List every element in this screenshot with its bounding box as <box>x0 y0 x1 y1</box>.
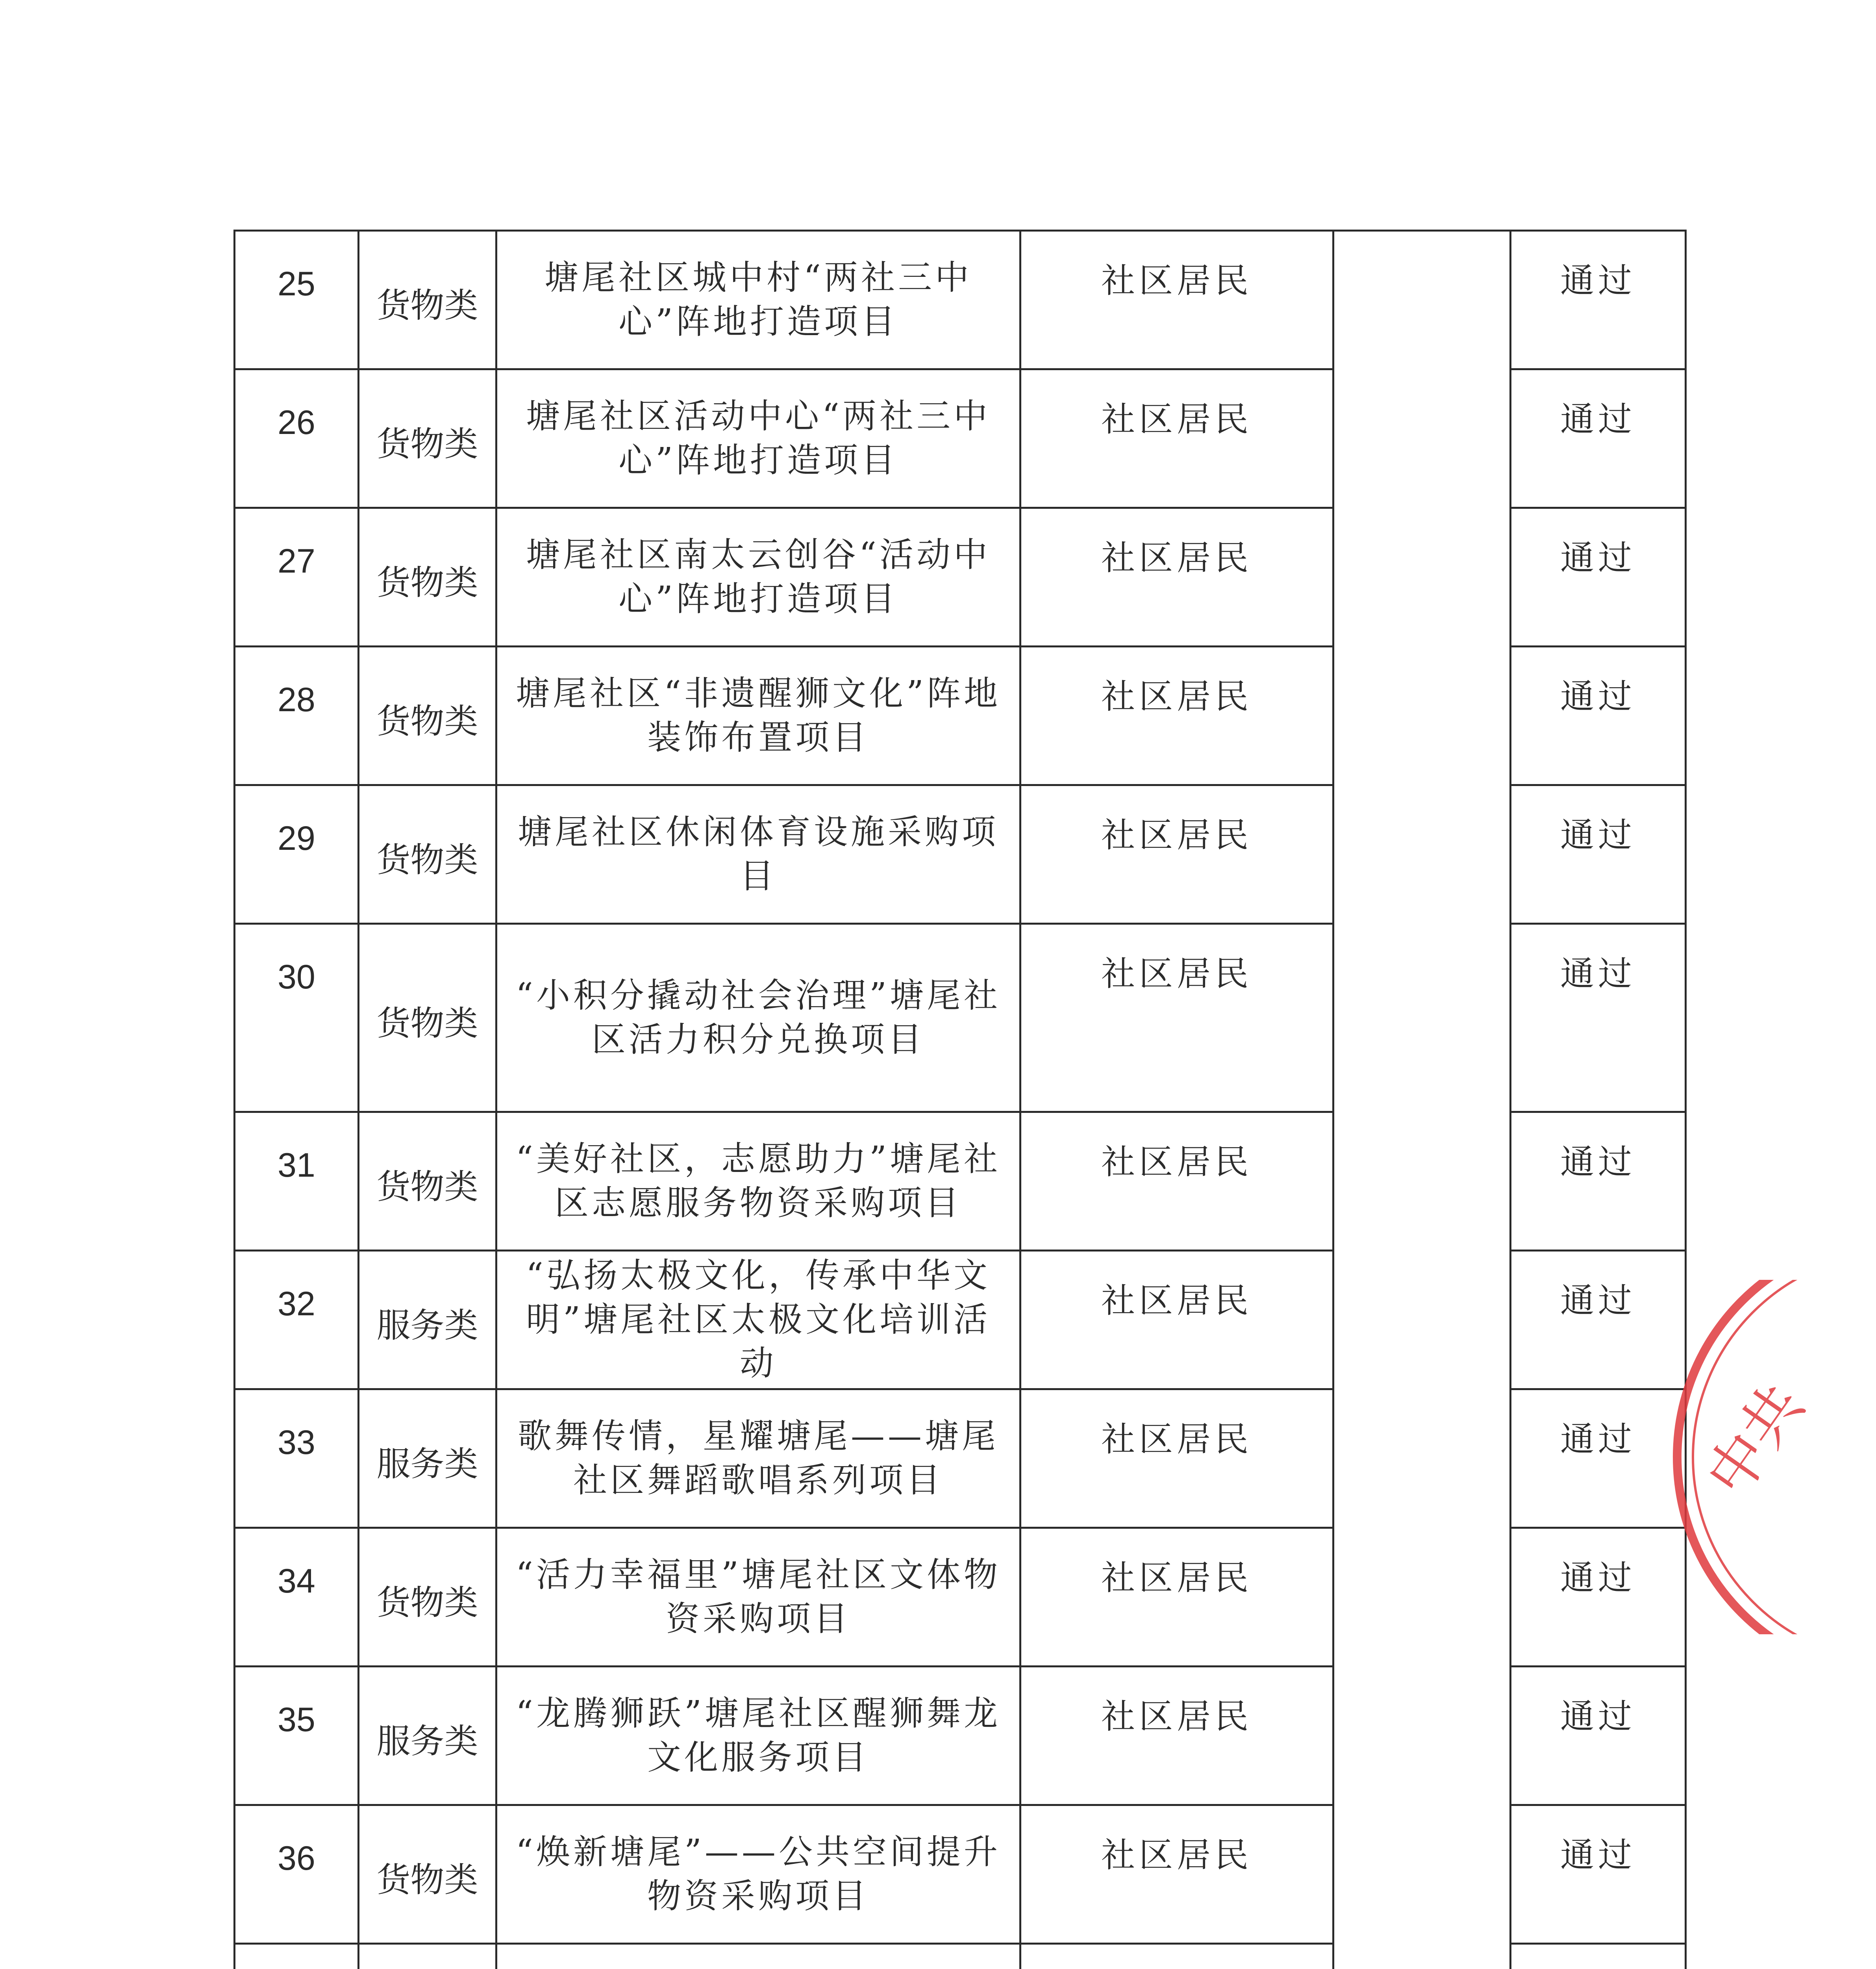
row-type: 服务类 <box>359 1389 496 1528</box>
table-row <box>235 1528 1686 1667</box>
row-result: 通过 <box>1511 1528 1686 1667</box>
row-result: 通过 <box>1511 508 1686 647</box>
row-result: 通过 <box>1511 647 1686 785</box>
row-number: 28 <box>235 647 359 785</box>
row-subject: 社区居民 <box>1020 647 1333 785</box>
row-type: 货物类 <box>359 1112 496 1251</box>
row-number: 35 <box>235 1667 359 1805</box>
row-result: 通过 <box>1511 231 1686 369</box>
row-result: 通过 <box>1511 785 1686 924</box>
row-number: 32 <box>235 1251 359 1389</box>
row-subject: 社区居民 <box>1020 1112 1333 1251</box>
table-row <box>235 1805 1686 1944</box>
row-blank-cell <box>1333 647 1511 785</box>
row-subject: 社区居民 <box>1020 231 1333 369</box>
row-type: 货物类 <box>359 369 496 508</box>
row-result: 通过 <box>1511 1251 1686 1389</box>
row-type: 服务类 <box>359 1667 496 1805</box>
row-project-name: 塘尾社区城中村“两社三中心”阵地打造项目 <box>496 231 1020 369</box>
table-row <box>235 1251 1686 1389</box>
table-row <box>235 508 1686 647</box>
row-project-name: “活力幸福里”塘尾社区文体物资采购项目 <box>496 1528 1020 1667</box>
row-type <box>359 1944 496 1969</box>
row-number: 30 <box>235 924 359 1112</box>
row-number: 36 <box>235 1805 359 1944</box>
row-subject: 社区居民 <box>1020 924 1333 1112</box>
row-blank-cell <box>1333 369 1511 508</box>
row-project-name: 歌舞传情，星耀塘尾——塘尾社区舞蹈歌唱系列项目 <box>496 1389 1020 1528</box>
table-row <box>235 924 1686 1112</box>
row-result: 通过 <box>1511 1667 1686 1805</box>
row-subject: 社区居民 <box>1020 1667 1333 1805</box>
row-project-name: 塘尾社区活动中心“两社三中心”阵地打造项目 <box>496 369 1020 508</box>
row-blank-cell <box>1333 1944 1511 1969</box>
row-subject: 社区居民 <box>1020 1805 1333 1944</box>
row-blank-cell <box>1333 1112 1511 1251</box>
row-subject <box>1020 1944 1333 1969</box>
partial-seal-stamp <box>1654 1280 1876 1634</box>
row-subject: 社区居民 <box>1020 369 1333 508</box>
row-type: 货物类 <box>359 647 496 785</box>
row-project-name: “焕新塘尾”——公共空间提升物资采购项目 <box>496 1805 1020 1944</box>
table-row <box>235 785 1686 924</box>
table-row <box>235 1389 1686 1528</box>
row-project-name: 塘尾社区“非遗醒狮文化”阵地装饰布置项目 <box>496 647 1020 785</box>
table-row <box>235 369 1686 508</box>
row-type: 服务类 <box>359 1251 496 1389</box>
row-result: 通过 <box>1511 1805 1686 1944</box>
row-subject: 社区居民 <box>1020 1528 1333 1667</box>
row-project-name <box>496 1944 1020 1969</box>
row-number: 26 <box>235 369 359 508</box>
table-row <box>235 1112 1686 1251</box>
projects-table-body <box>235 231 1686 1969</box>
row-type: 货物类 <box>359 508 496 647</box>
row-result: 通过 <box>1511 1389 1686 1528</box>
table-row <box>235 1944 1686 1969</box>
row-type: 货物类 <box>359 231 496 369</box>
row-project-name: “小积分撬动社会治理”塘尾社区活力积分兑换项目 <box>496 924 1020 1112</box>
table-row <box>235 1667 1686 1805</box>
row-project-name: “美好社区，志愿助力”塘尾社区志愿服务物资采购项目 <box>496 1112 1020 1251</box>
table-row <box>235 647 1686 785</box>
row-number: 25 <box>235 231 359 369</box>
row-subject: 社区居民 <box>1020 1389 1333 1528</box>
row-number: 33 <box>235 1389 359 1528</box>
partial-seal-text: 中共 <box>1693 1372 1818 1509</box>
row-subject: 社区居民 <box>1020 785 1333 924</box>
row-project-name: “龙腾狮跃”塘尾社区醒狮舞龙文化服务项目 <box>496 1667 1020 1805</box>
row-number <box>235 1944 359 1969</box>
table-row <box>235 231 1686 369</box>
row-result: 通过 <box>1511 1112 1686 1251</box>
row-project-name: 塘尾社区南太云创谷“活动中心”阵地打造项目 <box>496 508 1020 647</box>
projects-table <box>233 230 1687 1969</box>
row-type: 货物类 <box>359 1528 496 1667</box>
row-type: 货物类 <box>359 924 496 1112</box>
row-number: 31 <box>235 1112 359 1251</box>
row-type: 货物类 <box>359 1805 496 1944</box>
row-blank-cell <box>1333 508 1511 647</box>
row-result: 通过 <box>1511 369 1686 508</box>
row-blank-cell <box>1333 1667 1511 1805</box>
row-blank-cell <box>1333 1805 1511 1944</box>
row-type: 货物类 <box>359 785 496 924</box>
row-number: 34 <box>235 1528 359 1667</box>
row-project-name: “弘扬太极文化，传承中华文明”塘尾社区太极文化培训活动 <box>496 1251 1020 1389</box>
row-blank-cell <box>1333 924 1511 1112</box>
row-blank-cell <box>1333 1389 1511 1528</box>
row-subject: 社区居民 <box>1020 508 1333 647</box>
row-result: 通过 <box>1511 924 1686 1112</box>
row-blank-cell <box>1333 1528 1511 1667</box>
row-result <box>1511 1944 1686 1969</box>
row-blank-cell <box>1333 785 1511 924</box>
row-subject: 社区居民 <box>1020 1251 1333 1389</box>
row-blank-cell <box>1333 1251 1511 1389</box>
row-project-name: 塘尾社区休闲体育设施采购项目 <box>496 785 1020 924</box>
row-number: 27 <box>235 508 359 647</box>
row-number: 29 <box>235 785 359 924</box>
row-blank-cell <box>1333 231 1511 369</box>
